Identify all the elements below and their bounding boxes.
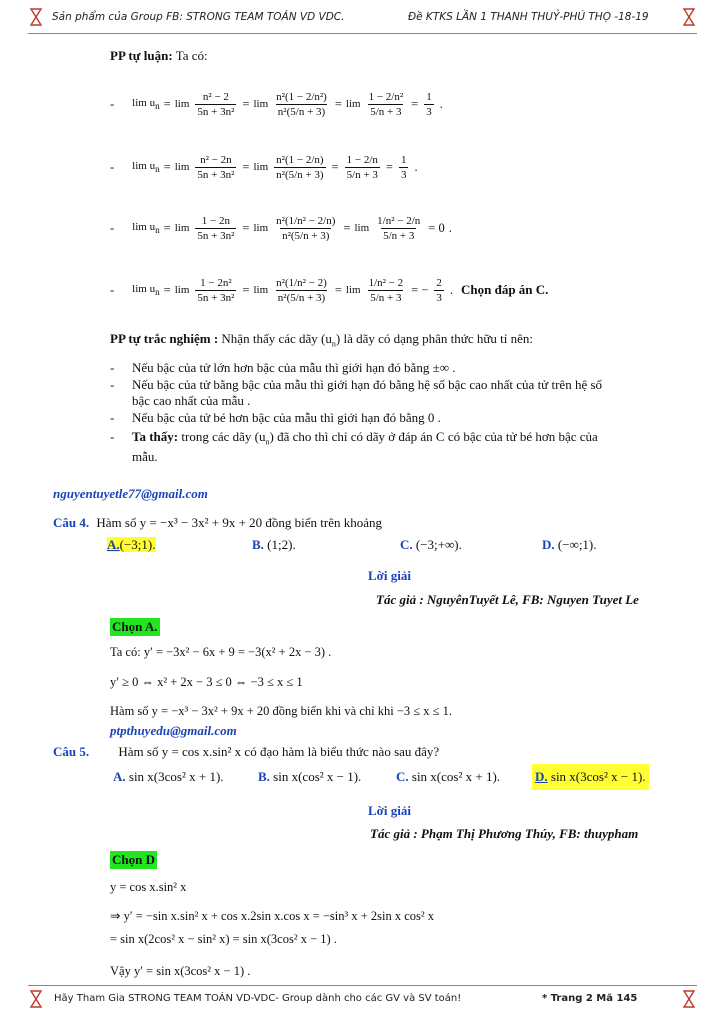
hourglass-icon (683, 8, 695, 30)
q4-option-d[interactable]: D. (−∞;1). (542, 537, 597, 552)
q4-option-a[interactable]: A.(−3;1). (107, 537, 156, 552)
bullet-dash: - (110, 360, 115, 375)
bullet-2: Nếu bậc của tử bằng bậc của mẫu thì giới hạn đó bằng hệ số bậc cao nhất của tử trên hệ số (132, 377, 603, 392)
footer-left: Hãy Tham Gia STRONG TEAM TOÁN VD-VDC- Group dành cho các GV và SV toán! (54, 993, 462, 1004)
q5-option-b[interactable]: B. sin x(cos² x − 1). (258, 769, 362, 784)
bullet-1: Nếu bậc của tử lớn hơn bậc của mẫu thì giới hạn đó bằng ±∞ . (132, 360, 456, 375)
q4-author: Tác giả : NguyễnTuyết Lê, FB: Nguyen Tuyet Le (376, 592, 639, 607)
bullet-4-cont: mẫu. (132, 449, 158, 464)
choose-answer-c: Chọn đáp án C. (461, 282, 549, 297)
q5-author: Tác giả : Phạm Thị Phương Thúy, FB: thuypham (370, 826, 639, 841)
q4-option-b[interactable]: B. (1;2). (252, 537, 296, 552)
q4-email: nguyentuyetle77@gmail.com (53, 486, 208, 501)
limit-line-1: - $\lim u_n$ = lim $\frac{\text{n² − 2}}{\text{5n + 3n²}}$ = lim $\frac{\text{n²(1 − 2/n²)}}{\text{n²(5/n + 3)}}$ = lim $\frac{\text{1 − 2/n²}}{5/n + 3}$ = $\frac{1}{3}$ . (110, 90, 443, 118)
hourglass-icon (683, 990, 695, 1012)
q4-loi-giai: Lời giải (368, 568, 411, 583)
q5-line-3: = sin x(2cos² x − sin² x) = sin x(3cos² x − 1) . (110, 932, 337, 946)
q5-option-a[interactable]: A. sin x(3cos² x + 1). (113, 769, 224, 784)
hourglass-icon (30, 8, 42, 30)
q5-option-d[interactable]: D. sin x(3cos² x − 1). (532, 764, 649, 790)
q4-chon: Chọn A. (112, 619, 158, 634)
q5-option-c[interactable]: C. sin x(cos² x + 1). (396, 769, 501, 784)
header-rule (28, 33, 697, 34)
hourglass-icon (30, 990, 42, 1012)
q4-stem: Câu 4. Hàm số y = −x³ − 3x² + 9x + 20 đồng biến trên khoảng (53, 515, 383, 530)
q5-chon: Chọn D (112, 852, 155, 867)
bullet-3: Nếu bậc của tử bé hơn bậc của mẫu thì giới hạn đó bằng 0 . (132, 410, 441, 425)
q5-line-2: ⇒ y′ = −sin x.sin² x + cos x.2sin x.cos x = −sin³ x + 2sin x cos² x (110, 909, 435, 923)
limit-line-3: - $\lim u_n$ = lim $\frac{1 - 2n}{\text{5n + 3n²}}$ = lim $\frac{\text{n²(1/n² − 2/n)}}{\text{n²(5/n + 3)}}$ = lim $\frac{\text{1/n² − 2/n}}{5/n + 3}$ = 0 . (110, 214, 452, 242)
q5-line-1: y = cos x.sin² x (110, 880, 187, 894)
bullet-2-cont: bậc cao nhất của mẫu . (132, 393, 251, 408)
footer-right: * Trang 2 Mã 145 (542, 993, 638, 1004)
q5-email: ptpthuyedu@gmail.com (110, 723, 237, 738)
header-left: Sản phẩm của Group FB: STRONG TEAM TOÁN VD VDC. (52, 11, 345, 23)
q4-option-c[interactable]: C. (−3;+∞). (400, 537, 462, 552)
limit-line-4: - $\lim u_n$ = lim $\frac{\text{1 − 2n²}}{\text{5n + 3n²}}$ = lim $\frac{\text{n²(1/n² − 2)}}{\text{n²(5/n + 3)}}$ = lim $\frac{\text{1/n² − 2}}{5/n + 3}$ = − $\frac{2}{3}$ . Chọn đáp án C. (110, 276, 549, 304)
bullet-4: Ta thấy: trong các dãy $(u_n)$ đã cho thì chỉ có dãy ở đáp án C có bậc của tử bé hơn bậc của (132, 429, 598, 447)
q5-line-4: Vậy y′ = sin x(3cos² x − 1) . (110, 964, 251, 978)
footer-rule (28, 985, 697, 986)
header-right: Đề KTKS LẦN 1 THANH THUỶ-PHÚ THỌ -18-19 (408, 11, 649, 23)
pp-trac-nghiem: PP tự trắc nghiệm : Nhận thấy các dãy $(u_n)$ là dãy có dạng phân thức hữu tỉ nên: (110, 331, 533, 349)
q4-line-2: y′ ≥ 0 ⇔ x² + 2x − 3 ≤ 0 ⇔ −3 ≤ x ≤ 1 (110, 675, 303, 689)
limit-line-2: - $\lim u_n$ = lim $\frac{\text{n² − 2n}}{\text{5n + 3n²}}$ = lim $\frac{\text{n²(1 − 2/n)}}{\text{n²(5/n + 3)}}$ = $\frac{1 - 2/n}{5/n + 3}$ = $\frac{1}{3}$ . (110, 153, 418, 181)
q5-stem: Câu 5. Hàm số y = cos x.sin² x có đạo hàm là biểu thức nào sau đây? (53, 744, 440, 759)
q4-line-3: Hàm số y = −x³ − 3x² + 9x + 20 đồng biến khi và chỉ khi −3 ≤ x ≤ 1. (110, 704, 452, 718)
pp-tu-luan: PP tự luận: Ta có: (110, 48, 208, 63)
q4-line-1: Ta có: y′ = −3x² − 6x + 9 = −3(x² + 2x − 3) . (110, 645, 332, 659)
q5-loi-giai: Lời giải (368, 803, 411, 818)
